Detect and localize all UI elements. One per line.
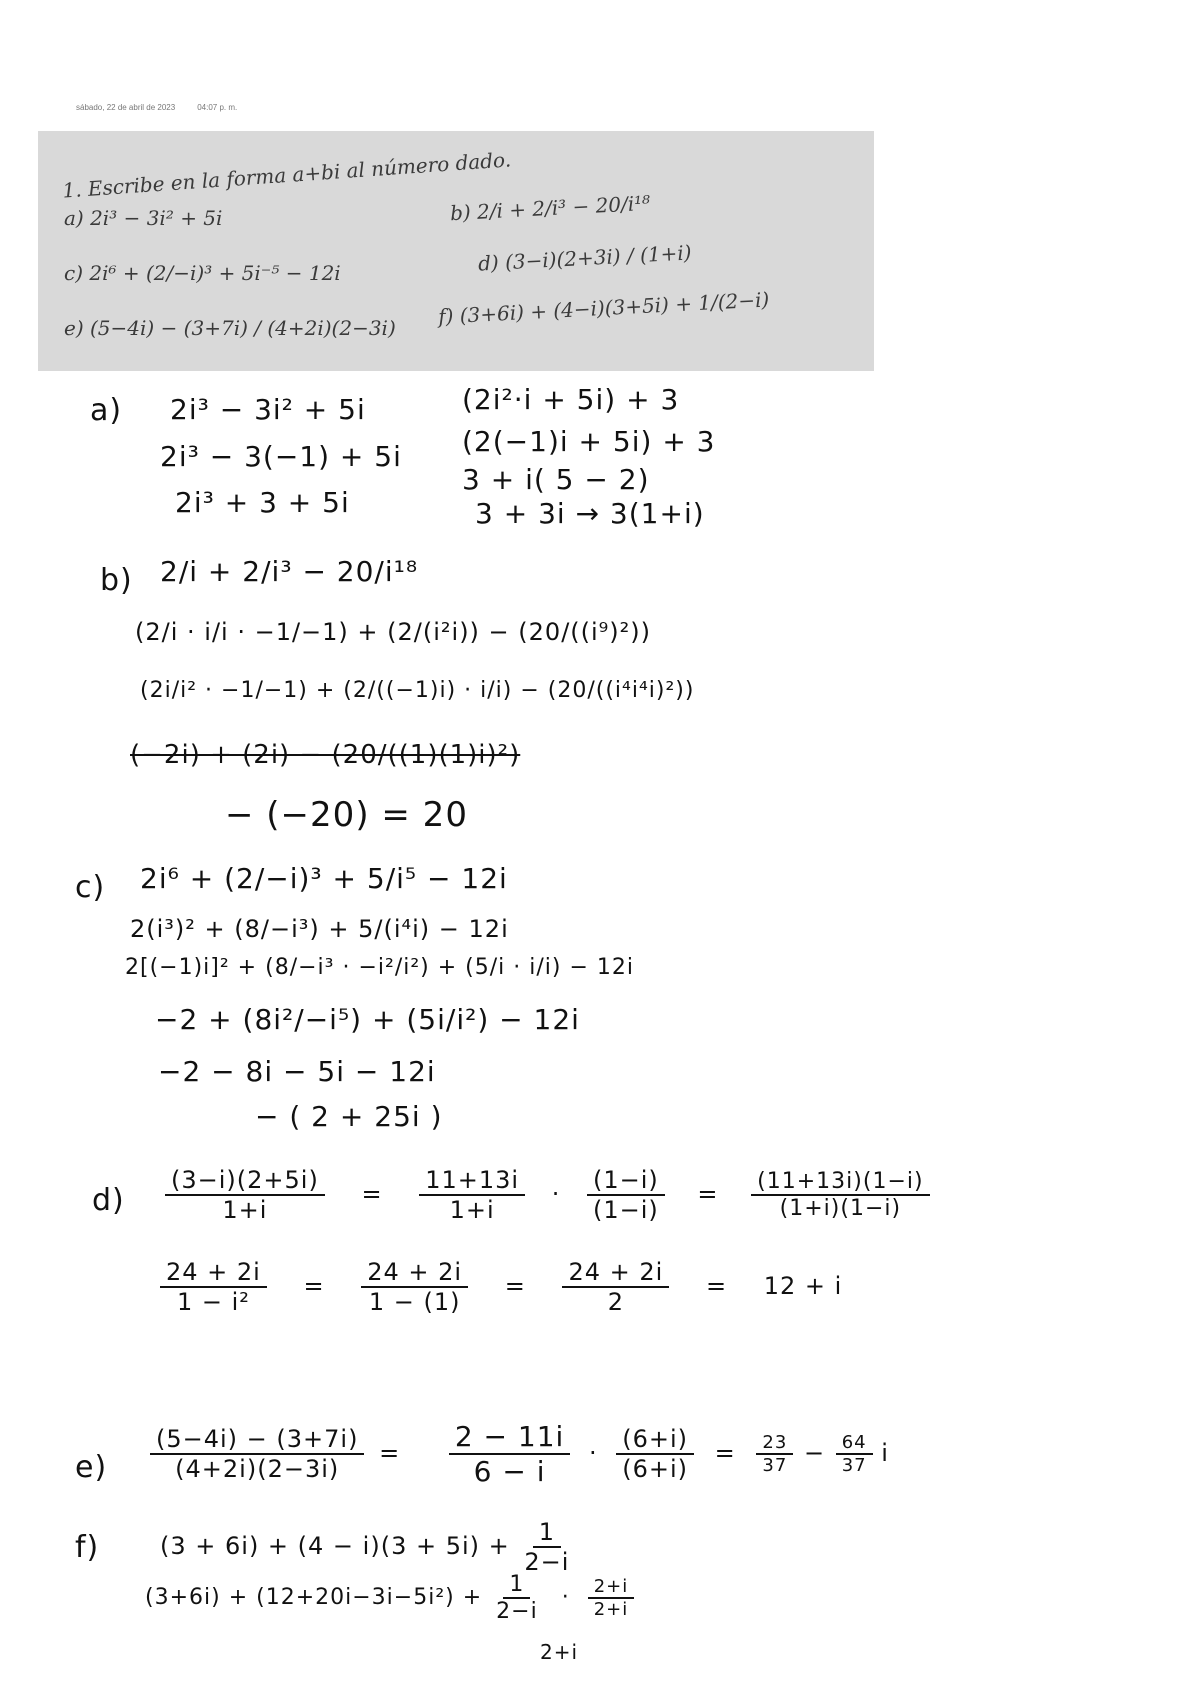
e-frac-2: $\frac{2 - 11i}{6 - i}$ [449, 1420, 570, 1488]
a-left-1: 2i³ − 3i² + 5i [170, 393, 366, 426]
d-frac-7: $\frac{24 + 2i}{2}$ [562, 1258, 669, 1316]
b-line-2: (2/i · i/i · −1/−1) + (2/(i²i)) − (20/((i⁹)²)) [135, 618, 652, 646]
e-frac-1: $\frac{(5-4i) - (3+7i)}{(4+2i)(2-3i)}$ [150, 1425, 364, 1483]
b-line-4: (−2i) + (2i) − (20/((1)(1)i)²) [130, 740, 521, 770]
c-line-5: −2 − 8i − 5i − 12i [158, 1055, 436, 1088]
d-frac-6: $\frac{24 + 2i}{1 - (1)}$ [361, 1258, 468, 1316]
a-right-3: 3 + i( 5 − 2) [462, 463, 650, 496]
problem-a: a) 2i³ − 3i² + 5i [64, 206, 223, 230]
c-line-4: −2 + (8i²/−i⁵) + (5i/i²) − 12i [155, 1003, 580, 1036]
label-a: a) [90, 393, 123, 428]
header-time: 04:07 p. m. [197, 103, 238, 112]
label-b: b) [100, 563, 133, 598]
d-result: 12 + i [763, 1272, 843, 1300]
a-right-1: (2i²·i + 5i) + 3 [462, 383, 680, 416]
a-left-3: 2i³ + 3 + 5i [175, 486, 350, 519]
instruction-text: 1. Escribe en la forma a+bi al número dado. [61, 147, 512, 203]
c-line-3: 2[(−1)i]² + (8/−i³ · −i²/i²) + (5/i · i/i) − 12i [125, 955, 634, 980]
f-row-1: (3 + 6i) + (4 − i)(3 + 5i) + $\frac{1}{2-i}$ [160, 1518, 575, 1576]
a-right-4: 3 + 3i → 3(1+i) [475, 497, 705, 530]
a-right-2: (2(−1)i + 5i) + 3 [462, 425, 716, 458]
d-row-1: $\frac{(3-i)(2+5i)}{1+i}$ = $\frac{11+13i}{1+i}$ · $\frac{(1-i)}{(1-i)}$ = $\frac{(11+13i)(1-i)}{(1+i)(1-i)}$ [165, 1166, 930, 1224]
e-frac-4: $\frac{23}{37}$ [756, 1432, 793, 1476]
label-c: c) [75, 870, 106, 905]
c-line-6: − ( 2 + 25i ) [255, 1100, 443, 1133]
e-frac-3: $\frac{(6+i)}{(6+i)}$ [616, 1425, 694, 1483]
f-frac-2: $\frac{1}{2-i}$ [496, 1572, 538, 1624]
d-frac-5: $\frac{24 + 2i}{\text{1 − i²}}$ [160, 1258, 267, 1316]
c-line-2: 2(i³)² + (8/−i³) + 5/(i⁴i) − 12i [130, 915, 509, 943]
d-frac-2: $\frac{11+13i}{1+i}$ [419, 1166, 525, 1224]
problem-b: b) 2/i + 2/i³ − 20/i¹⁸ [449, 190, 651, 226]
e-row-1: $\frac{(5-4i) - (3+7i)}{(4+2i)(2-3i)}$ = $\frac{2 - 11i}{6 - i}$ · $\frac{(6+i)}{(6+i)}$ = $\frac{23}{37}$ − $\frac{64}{37}$ i [150, 1420, 889, 1488]
c-line-1: 2i⁶ + (2/−i)³ + 5/i⁵ − 12i [140, 862, 508, 895]
d-frac-1: $\frac{(3-i)(2+5i)}{1+i}$ [165, 1166, 325, 1224]
label-e: e) [75, 1450, 108, 1485]
b-line-3: (2i/i² · −1/−1) + (2/((−1)i) · i/i) − (20/((i⁴i⁴i)²)) [140, 678, 695, 703]
f-frac-3: $\frac{2+i}{2+i}$ [588, 1576, 635, 1620]
f-row-3-partial: 2+i [540, 1640, 579, 1664]
d-row-2: $\frac{24 + 2i}{\text{1 − i²}}$ = $\frac{24 + 2i}{1 - (1)}$ = $\frac{24 + 2i}{2}$ = 12 + i [160, 1258, 842, 1316]
problem-c: c) 2i⁶ + (2/−i)³ + 5i⁻⁵ − 12i [64, 261, 341, 285]
problem-d: d) (3−i)(2+3i) / (1+i) [477, 240, 693, 276]
problem-f: f) (3+6i) + (4−i)(3+5i) + 1/(2−i) [437, 287, 770, 329]
header-date: sábado, 22 de abril de 2023 [76, 103, 176, 112]
d-frac-4: $\frac{(11+13i)(1-i)}{(1+i)(1-i)}$ [751, 1169, 929, 1221]
e-frac-5: $\frac{64}{37}$ [836, 1432, 873, 1476]
b-line-1: 2/i + 2/i³ − 20/i¹⁸ [160, 555, 419, 588]
label-d: d) [92, 1183, 125, 1218]
f-row-2: (3+6i) + (12+20i−3i−5i²) + $\frac{1}{2-i}$ · $\frac{2+i}{2+i}$ [145, 1572, 634, 1624]
f-frac-1: $\frac{1}{2-i}$ [524, 1518, 570, 1576]
problem-e: e) (5−4i) − (3+7i) / (4+2i)(2−3i) [64, 316, 396, 340]
label-f: f) [75, 1530, 100, 1565]
a-left-2: 2i³ − 3(−1) + 5i [160, 440, 402, 473]
b-line-5: − (−20) = 20 [225, 795, 468, 835]
d-frac-3: $\frac{(1-i)}{(1-i)}$ [587, 1166, 665, 1224]
